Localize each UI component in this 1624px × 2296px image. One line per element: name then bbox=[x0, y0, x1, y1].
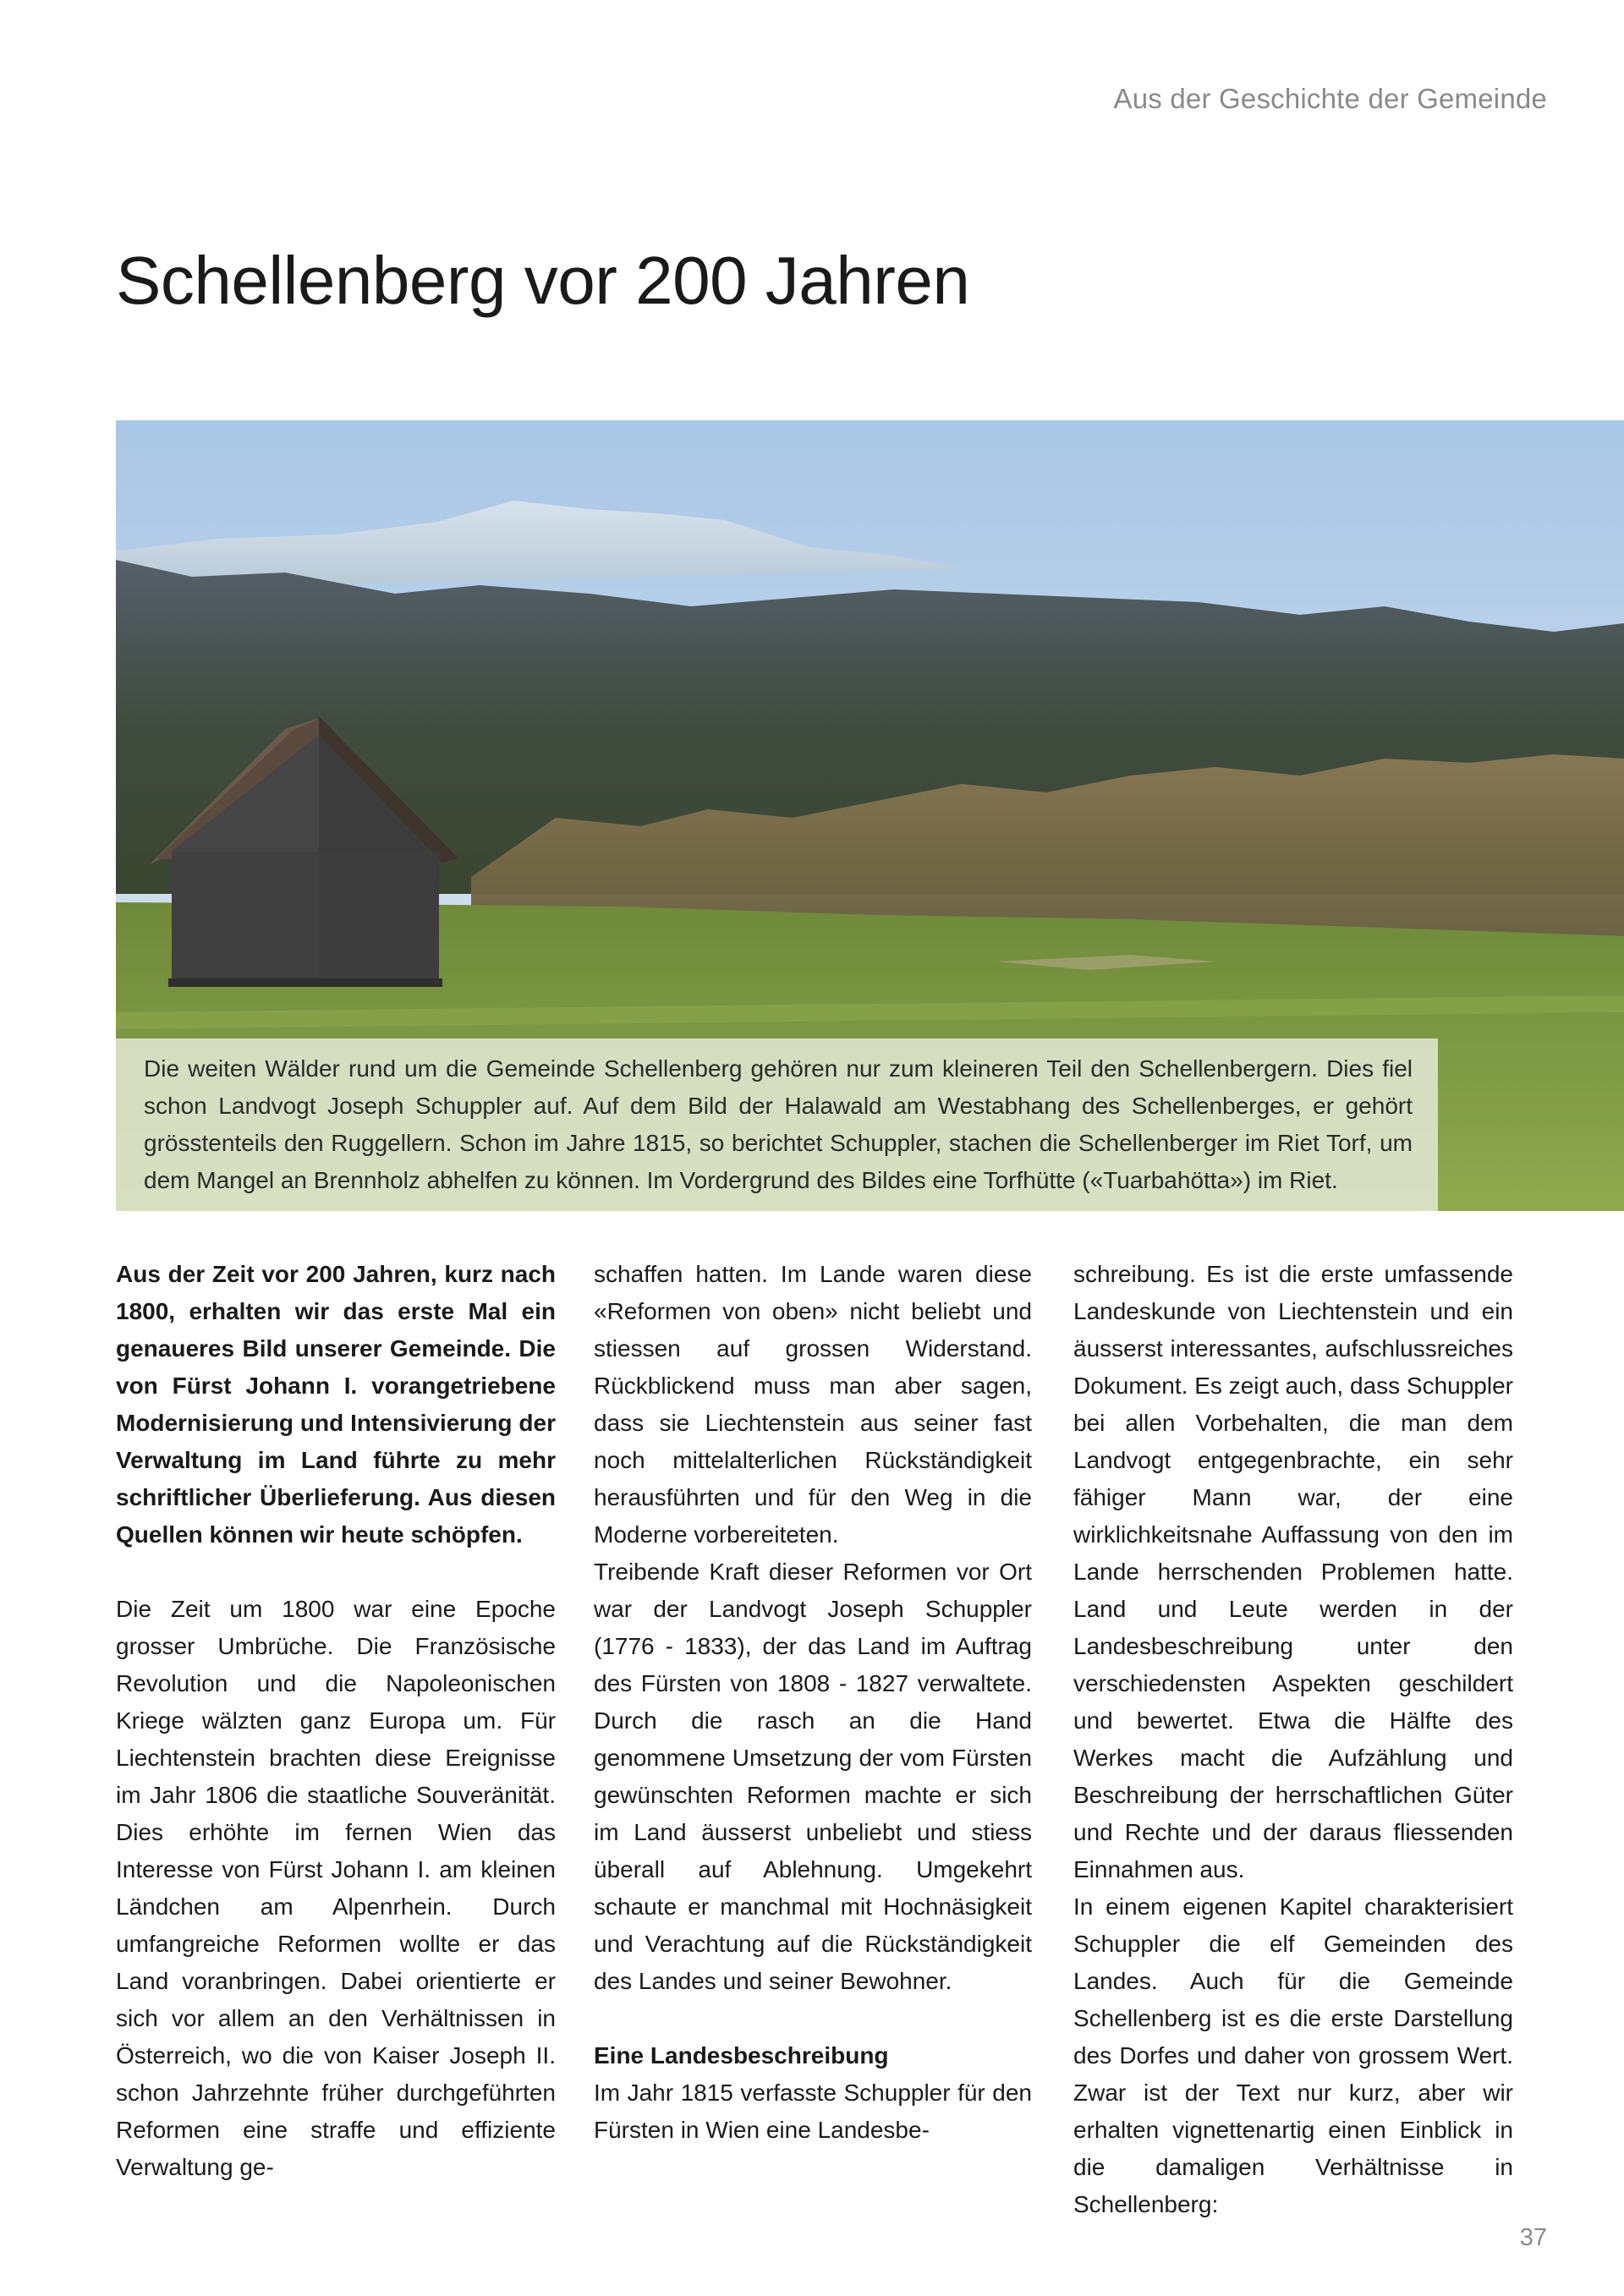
text-column-2 bbox=[594, 1256, 1032, 2149]
lead-paragraph: Aus der Zeit vor 200 Jahren, kurz nach 1800, erhalten wir das erste Mal ein genaueres Bild unserer Gemeinde. Die von Fürst Johann I. vorangetriebene Modernisierung und Intensivierung der Verwaltung im Land führte zu mehr schriftlicher Überlieferung. Aus diesen Quellen können wir heute schöpfen. bbox=[116, 1261, 556, 1548]
text-column-3 bbox=[1073, 1256, 1513, 2223]
running-header: Aus der Geschichte der Gemeinde bbox=[1113, 83, 1547, 114]
body-paragraph: Treibende Kraft dieser Reformen vor Ort war der Landvogt Joseph Schuppler (1776 - 1833), der das Land im Auftrag des Fürsten von 1808 - 1827 verwaltete. Durch die rasch an die Hand genommene Umsetzung der vom Fürsten gewünschten Reformen machte er sich im Land äusserst unbeliebt und stiess überall auf Ablehnung. Umgekehrt schaute er manchmal mit Hochnäsigkeit und Verachtung auf die Rückständigkeit des Landes und seiner Bewohner. bbox=[594, 1559, 1032, 1994]
section-heading: Eine Landesbeschreibung bbox=[594, 2042, 889, 2069]
body-paragraph: schreibung. Es ist die erste umfassende Landeskunde von Liechtenstein und ein äusserst interessantes, aufschlussreiches Dokument. Es zeigt auch, dass Schuppler bei allen Vorbehalten, die man dem Landvogt entgegenbrachte, ein sehr fähiger Mann war, der eine wirklichkeitsnahe Auffassung von den im Lande herrschenden Problemen hatte. Land und Leute werden in der Landesbeschreibung unter den verschiedensten Aspekten geschildert und bewertet. Etwa die Hälfte des Werkes macht die Aufzählung und Beschreibung der herrschaftlichen Güter und Rechte und der daraus fliessenden Einnahmen aus. bbox=[1073, 1261, 1513, 1882]
body-paragraph: schaffen hatten. Im Lande waren diese «Reformen von oben» nicht beliebt und stiessen auf grossen Widerstand. Rückblickend muss man aber sagen, dass sie Liechtenstein aus seiner fast noch mittelalterlichen Rückständigkeit herausführten und für den Weg in die Moderne vorbereiteten. bbox=[594, 1261, 1032, 1548]
caption-text: Die weiten Wälder rund um die Gemeinde Schellenberg gehören nur zum kleineren Teil den Schellenbergern. Dies fiel schon Landvogt Joseph Schuppler auf. Auf dem Bild der Halawald am Westabhang des Schellenberges, er gehört grösstenteils den Ruggellern. Schon im Jahre 1815, so berichtet Schuppler, stachen die Schellenberger im Riet Torf, um dem Mangel an Brennholz abhelfen zu können. Im Vordergrund des Bildes eine Torfhütte («Tuarbahötta») im Riet. bbox=[144, 1055, 1413, 1193]
page-title: Schellenberg vor 200 Jahren bbox=[116, 243, 970, 318]
body-paragraph: Im Jahr 1815 verfasste Schuppler für den Fürsten in Wien eine Landesbe- bbox=[594, 2080, 1032, 2143]
body-paragraph: In einem eigenen Kapitel charakterisiert Schuppler die elf Gemeinden des Landes. Auch für die Gemeinde Schellenberg ist es die erste Darstellung des Dorfes und daher von grossem Wert. Zwar ist der Text nur kurz, aber wir erhalten vignettenartig einen Einblick in die damaligen Verhältnisse in Schellenberg: bbox=[1073, 1893, 1513, 2217]
text-column-1 bbox=[116, 1256, 556, 2186]
body-paragraph: Die Zeit um 1800 war eine Epoche grosser Umbrüche. Die Französische Revolution und die Napoleonischen Kriege wälzten ganz Europa um. Für Liechtenstein brachten diese Ereignisse im Jahr 1806 die staatliche Souveränität. Dies erhöhte im fernen Wien das Interesse von Fürst Johann I. am kleinen Ländchen am Alpenrhein. Durch umfangreiche Reformen wollte er das Land voranbringen. Dabei orientierte er sich vor allem an den Verhältnissen in Österreich, wo die von Kaiser Joseph II. schon Jahrzehnte früher durchgeführten Reformen eine straffe und effiziente Verwaltung ge- bbox=[116, 1596, 556, 2180]
image-caption bbox=[116, 1038, 1438, 1211]
page-number: 37 bbox=[1519, 2224, 1547, 2251]
